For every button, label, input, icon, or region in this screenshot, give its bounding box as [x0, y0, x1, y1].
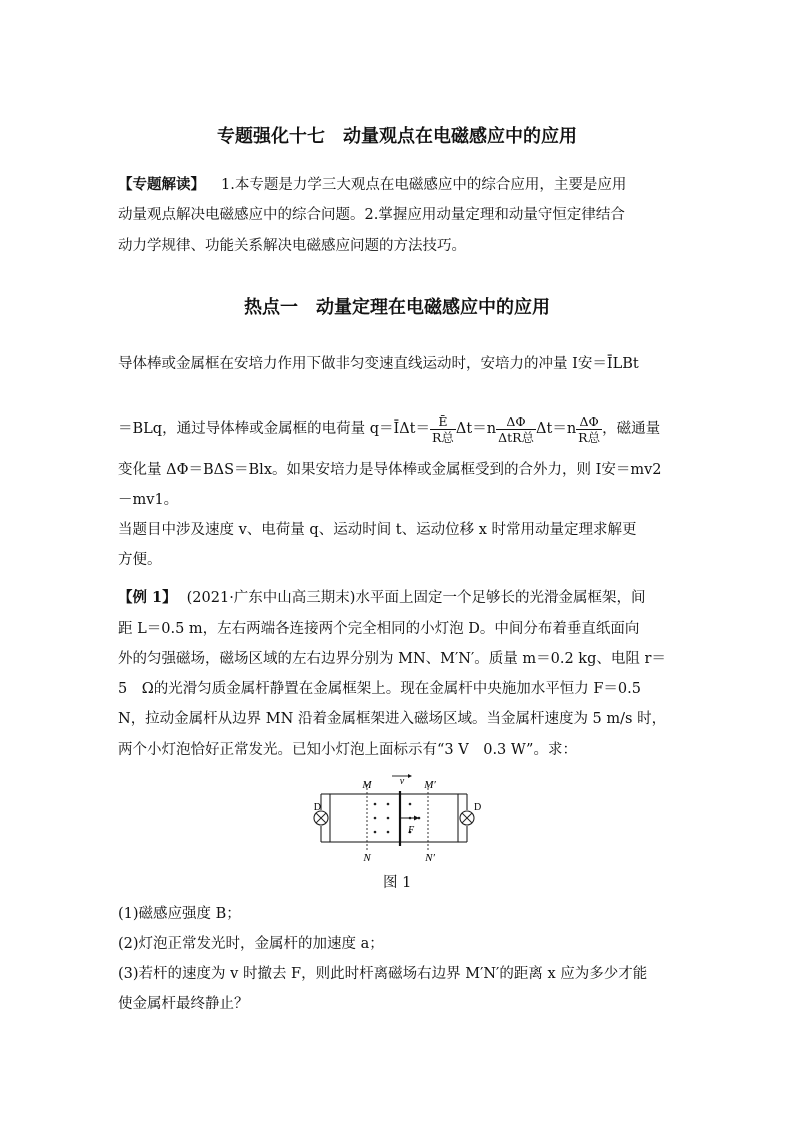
label-n: N: [363, 852, 371, 864]
example-line-5: N，拉动金属杆从边界 MN 沿着金属框架进入磁场区域。当金属杆速度为 5 m/s 时，: [118, 711, 667, 727]
page-title: 专题强化十七 动量观点在电磁感应中的应用: [217, 126, 577, 147]
body-line-6: 方便。: [118, 552, 162, 568]
question-2: (2)灯泡正常发光时，金属杆的加速度 a；: [118, 936, 384, 952]
body-line-2: ＝BLq，通过导体棒或金属框的电荷量 q＝ĪΔt＝ $\frac{Ē}{\text{R总}}$ Δt＝n $\frac{\Delta\Phi}{\text{ΔtR总}}$ Δt＝n $\frac{\Delta\Phi}{\text{R总}}$ ，磁通量: [118, 413, 661, 445]
frame-rail: [330, 794, 458, 842]
intro-line-2: 动量观点解决电磁感应中的综合问题。2.掌握应用动量定理和动量守恒定律结合: [118, 207, 625, 223]
body-line-2-c: ，磁通量: [602, 421, 661, 437]
example-line-6: 两个小灯泡恰好正常发光。已知小灯泡上面标示有“3 V 0.3 W”。求：: [118, 742, 577, 758]
intro-label: 【专题解读】: [118, 176, 205, 193]
body-line-3: 变化量 ΔΦ＝BΔS＝Blx。如果安培力是导体棒或金属框受到的合外力，则 I安＝mv2: [118, 462, 662, 478]
body-line-1-text: 导体棒或金属框在安培力作用下做非匀变速直线运动时，安培力的冲量: [118, 356, 568, 372]
label-n-prime: N′: [425, 852, 435, 864]
label-d-right: D: [474, 802, 482, 813]
figure-caption: 图 1: [383, 875, 412, 891]
question-1: (1)磁感应强度 B；: [118, 906, 241, 922]
body-line-1-formula: I安＝ĪLBt: [572, 356, 639, 372]
label-f: F: [408, 825, 415, 836]
example-line-1: [118, 588, 645, 608]
fraction-emf: $\frac{Ē}{\text{R总}}$: [432, 413, 454, 445]
circuit-figure: [313, 772, 482, 870]
example-line-2: 距 L＝0.5 m，左右两端各连接两个完全相同的小灯泡 D。中间分布着垂直纸面向: [118, 621, 640, 637]
intro-line-3: 动力学规律、功能关系解决电磁感应问题的方法技巧。: [118, 238, 466, 254]
question-3-line-1: (3)若杆的速度为 v 时撤去 F，则此时杆离磁场右边界 M′N′的距离 x 应为多少才能: [118, 966, 648, 982]
intro-line-1: [118, 175, 626, 195]
example-line-3: 外的匀强磁场，磁场区域的左右边界分别为 MN、M′N′。质量 m＝0.2 kg、电阻 r＝: [118, 651, 666, 667]
fraction-flux-rate: $\frac{\Delta\Phi}{\text{ΔtR总}}$: [498, 413, 535, 445]
body-line-4: －mv1。: [118, 492, 179, 508]
example-line-4: 5 Ω的光滑匀质金属杆静置在金属框架上。现在金属杆中央施加水平恒力 F＝0.5: [118, 681, 641, 697]
body-line-2-b: q＝ĪΔt＝: [369, 421, 430, 437]
intro-text-1: 1.本专题是力学三大观点在电磁感应中的综合应用，主要是应用: [221, 177, 627, 193]
body-line-5: 当题目中涉及速度 v、电荷量 q、运动时间 t、运动位移 x 时常用动量定理求解更: [118, 522, 637, 538]
label-v: v: [399, 776, 405, 787]
label-m-prime: M′: [424, 779, 436, 791]
fraction-flux: $\frac{\Delta\Phi}{\text{R总}}$: [578, 413, 601, 445]
label-d-left: D: [313, 802, 321, 813]
label-m: M: [362, 779, 372, 791]
section-heading: 热点一 动量定理在电磁感应中的应用: [244, 297, 550, 318]
body-line-1: [118, 354, 639, 374]
question-3-line-2: 使金属杆最终静止？: [118, 996, 249, 1012]
example-text-1: (2021·广东中山高三期末)水平面上固定一个足够长的光滑金属框架，间: [186, 590, 646, 606]
example-label: 【例 1】: [118, 589, 177, 606]
body-line-2-a: ＝BLq，通过导体棒或金属框的电荷量: [118, 421, 366, 437]
